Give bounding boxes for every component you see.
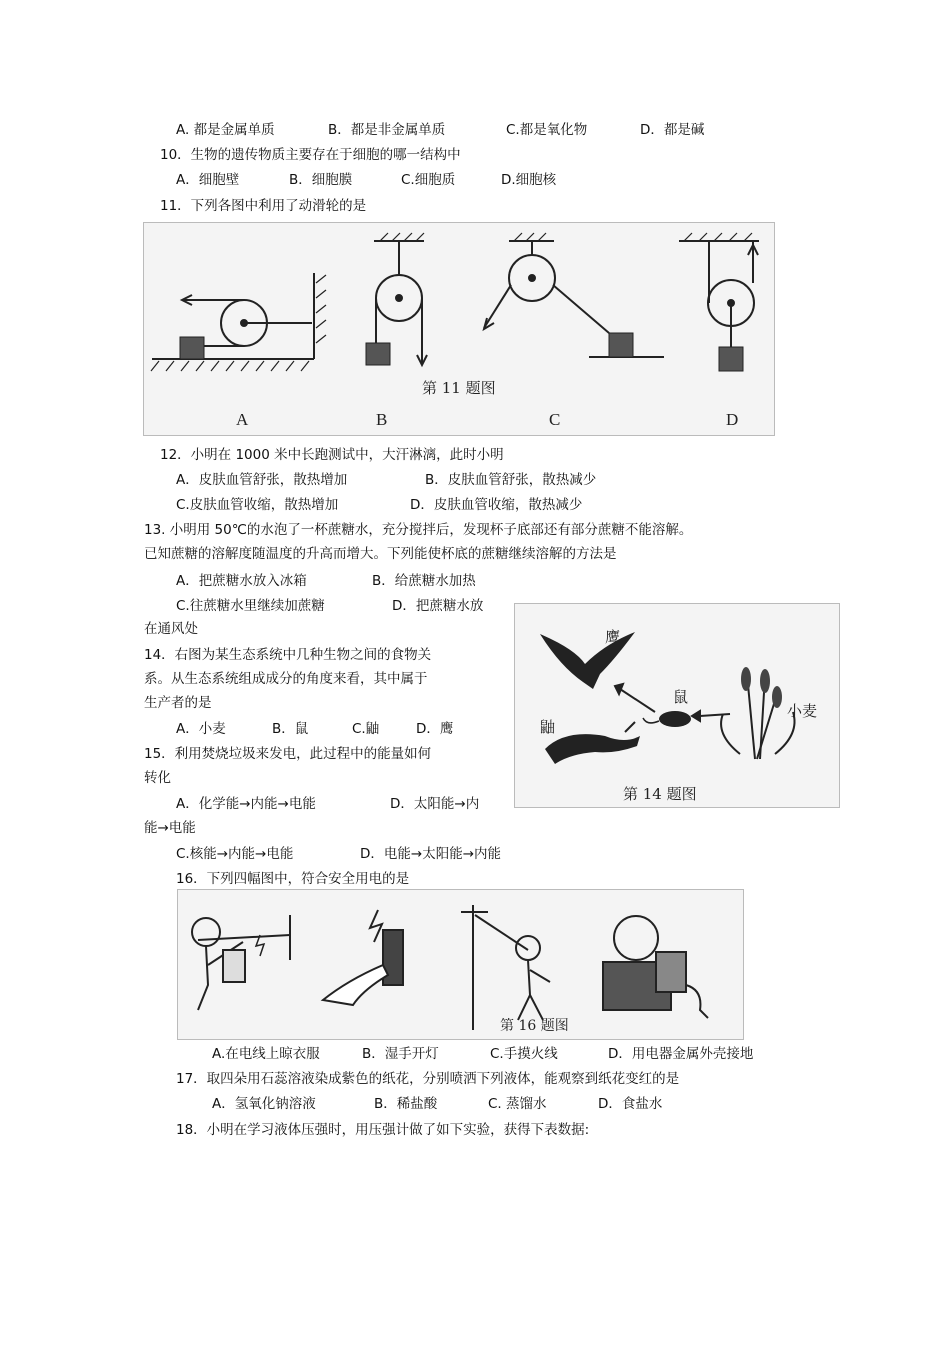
q17-stem: 17．取四朵用石蕊溶液染成紫色的纸花，分别喷洒下列液体，能观察到纸花变红的是 bbox=[176, 1071, 680, 1087]
q9-option-a: A. 都是金属单质 bbox=[176, 122, 275, 138]
q11-label-b: B bbox=[376, 410, 388, 429]
q10-option-a: A．细胞壁 bbox=[176, 172, 240, 188]
q13-option-a: A．把蔗糖水放入冰箱 bbox=[176, 573, 307, 589]
q10-stem: 10．生物的遗传物质主要存在于细胞的哪一结构中 bbox=[160, 147, 461, 163]
q18-stem: 18．小明在学习液体压强时，用压强计做了如下实验，获得下表数据: bbox=[176, 1122, 590, 1138]
q12-option-c: C.皮肤血管收缩，散热增加 bbox=[176, 497, 339, 513]
q14-label-mouse: 鼠 bbox=[673, 688, 689, 706]
q9-option-d: D．都是碱 bbox=[640, 122, 705, 138]
q14-label-weasel: 鼬 bbox=[540, 718, 556, 736]
q11-figure bbox=[143, 222, 775, 436]
q11-label-d: D bbox=[726, 410, 739, 429]
q15-stem-line2: 转化 bbox=[144, 770, 171, 786]
q14-option-c: C.鼬 bbox=[352, 721, 380, 737]
q10-option-b: B．细胞膜 bbox=[289, 172, 353, 188]
q9-option-c: C.都是氧化物 bbox=[506, 122, 588, 138]
q9-option-b: B．都是非金属单质 bbox=[328, 122, 446, 138]
q13-option-c: C.往蔗糖水里继续加蔗糖 bbox=[176, 598, 325, 614]
q11-figure-caption: 第 11 题图 bbox=[422, 379, 496, 397]
q13-stem-line2: 已知蔗糖的溶解度随温度的升高而增大。下列能使杯底的蔗糖继续溶解的方法是 bbox=[144, 546, 617, 562]
q16-option-b: B．湿手开灯 bbox=[362, 1046, 439, 1062]
q10-option-c: C.细胞质 bbox=[401, 172, 456, 188]
q16-stem: 16．下列四幅图中，符合安全用电的是 bbox=[176, 871, 410, 887]
q15-option-a: A．化学能→内能→电能 bbox=[176, 796, 316, 812]
q12-option-a: A．皮肤血管舒张，散热增加 bbox=[176, 472, 348, 488]
q15-option-d: D．电能→太阳能→内能 bbox=[360, 846, 502, 862]
q14-figure bbox=[514, 603, 840, 808]
q17-option-b: B．稀盐酸 bbox=[374, 1096, 438, 1112]
q15-option-cont: 能→电能 bbox=[144, 820, 196, 836]
q13-option-b: B．给蔗糖水加热 bbox=[372, 573, 476, 589]
q11-label-c: C bbox=[549, 410, 561, 429]
q16-figure-caption: 第 16 题图 bbox=[500, 1018, 569, 1034]
q14-stem-line2: 系。从生态系统组成成分的角度来看，其中属于 bbox=[144, 671, 428, 687]
q11-stem: 11．下列各图中利用了动滑轮的是 bbox=[160, 198, 367, 214]
q14-option-a: A．小麦 bbox=[176, 721, 226, 737]
q12-stem: 12．小明在 1000 米中长跑测试中，大汗淋漓，此时小明 bbox=[160, 447, 504, 463]
q14-label-eagle: 鹰 bbox=[605, 628, 621, 646]
q12-option-b: B．皮肤血管舒张，散热减少 bbox=[425, 472, 597, 488]
q11-label-a: A bbox=[236, 410, 249, 429]
q17-option-c: C. 蒸馏水 bbox=[488, 1096, 547, 1112]
q14-stem-line1: 14．右图为某生态系统中几种生物之间的食物关 bbox=[144, 647, 432, 663]
q16-figure bbox=[177, 889, 744, 1040]
q15-option-c: C.核能→内能→电能 bbox=[176, 846, 294, 862]
q13-option-d: D．把蔗糖水放 bbox=[392, 598, 484, 614]
q14-option-b: B．鼠 bbox=[272, 721, 309, 737]
q16-option-c: C.手摸火线 bbox=[490, 1046, 558, 1062]
q13-option-d-cont: 在通风处 bbox=[144, 621, 198, 637]
q16-option-a: A.在电线上晾衣服 bbox=[212, 1046, 320, 1062]
q16-option-d: D．用电器金属外壳接地 bbox=[608, 1046, 754, 1062]
q12-option-d: D．皮肤血管收缩，散热减少 bbox=[410, 497, 583, 513]
q15-option-d-partial: D．太阳能→内 bbox=[390, 796, 480, 812]
q14-stem-line3: 生产者的是 bbox=[144, 695, 212, 711]
q14-option-d: D．鹰 bbox=[416, 721, 454, 737]
q17-option-a: A．氢氧化钠溶液 bbox=[212, 1096, 316, 1112]
q14-figure-caption: 第 14 题图 bbox=[623, 785, 697, 803]
q15-stem-line1: 15．利用焚烧垃圾来发电，此过程中的能量如何 bbox=[144, 746, 432, 762]
q17-option-d: D．食盐水 bbox=[598, 1096, 663, 1112]
q10-option-d: D.细胞核 bbox=[501, 172, 557, 188]
q14-label-wheat: 小麦 bbox=[787, 702, 818, 720]
q13-stem-line1: 13. 小明用 50℃的水泡了一杯蔗糖水，充分搅拌后，发现杯子底部还有部分蔗糖不能溶解。 bbox=[144, 522, 693, 538]
